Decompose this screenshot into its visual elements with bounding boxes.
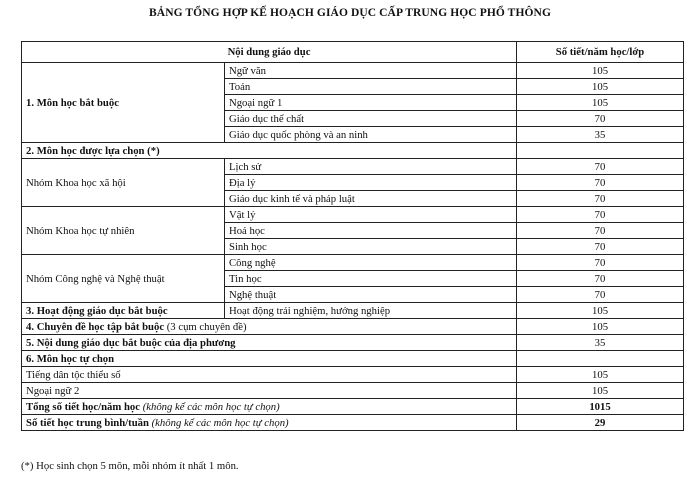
subject-value: 70	[517, 175, 684, 191]
footnote: (*) Học sinh chọn 5 môn, mỗi nhóm ít nhất 1 môn.	[21, 460, 239, 472]
activities-item: Hoạt động trải nghiệm, hướng nghiệp	[225, 303, 517, 319]
table-row	[22, 351, 684, 367]
total-label: Tổng số tiết học/năm học	[26, 400, 141, 413]
table-row	[22, 335, 684, 351]
total-value: 1015	[517, 399, 684, 415]
topics-value: 105	[517, 319, 684, 335]
subject-name: Lịch sử	[225, 159, 517, 175]
table-row	[22, 255, 684, 271]
table-row	[22, 303, 684, 319]
subject-name: Vật lý	[225, 207, 517, 223]
subject-value: 70	[517, 239, 684, 255]
subject-value: 70	[517, 287, 684, 303]
subject-value: 70	[517, 255, 684, 271]
table-row	[22, 399, 684, 415]
header-periods: Số tiết/năm học/lớp	[517, 42, 684, 63]
average-value: 29	[517, 415, 684, 431]
subject-value: 70	[517, 207, 684, 223]
table-row	[22, 63, 684, 79]
activities-label: 3. Hoạt động giáo dục bắt buộc	[22, 303, 225, 319]
total-cell	[22, 399, 517, 415]
table-row	[22, 383, 684, 399]
compulsory-label: 1. Môn học bắt buộc	[22, 63, 225, 143]
subject-value: 70	[517, 271, 684, 287]
table-header	[22, 42, 684, 63]
table-row	[22, 143, 684, 159]
total-note: (không kể các môn học tự chọn)	[142, 400, 280, 413]
table-row	[22, 415, 684, 431]
header-content: Nội dung giáo dục	[22, 42, 517, 63]
subject-name: Sinh học	[225, 239, 517, 255]
table-row	[22, 159, 684, 175]
subject-value: 70	[517, 191, 684, 207]
elective-label: 2. Môn học được lựa chọn (*)	[22, 143, 517, 159]
subject-name: Giáo dục kinh tế và pháp luật	[225, 191, 517, 207]
subject-value: 70	[517, 159, 684, 175]
activities-value: 105	[517, 303, 684, 319]
page-title: BẢNG TỔNG HỢP KẾ HOẠCH GIÁO DỤC CẤP TRUNG HỌC PHỔ THÔNG	[149, 7, 551, 19]
topics-note: (3 cụm chuyên đề)	[166, 320, 247, 333]
group-name: Nhóm Công nghệ và Nghệ thuật	[22, 255, 225, 303]
subject-value: 105	[517, 383, 684, 399]
table-row	[22, 207, 684, 223]
local-label: 5. Nội dung giáo dục bắt buộc của địa phương	[22, 335, 517, 351]
optional-label: 6. Môn học tự chọn	[22, 351, 517, 367]
subject-name: Tin học	[225, 271, 517, 287]
subject-name: Địa lý	[225, 175, 517, 191]
subject-name: Tiếng dân tộc thiểu số	[22, 367, 517, 383]
subject-value: 105	[517, 79, 684, 95]
subject-value: 105	[517, 95, 684, 111]
topics-label: 4. Chuyên đề học tập bắt buộc	[26, 320, 165, 333]
subject-name: Toán	[225, 79, 517, 95]
subject-value: 70	[517, 111, 684, 127]
group-name: Nhóm Khoa học xã hội	[22, 159, 225, 207]
local-value: 35	[517, 335, 684, 351]
average-cell	[22, 415, 517, 431]
subject-name: Hoá học	[225, 223, 517, 239]
subject-name: Ngoại ngữ 1	[225, 95, 517, 111]
subject-name: Công nghệ	[225, 255, 517, 271]
subject-name: Nghệ thuật	[225, 287, 517, 303]
subject-name: Giáo dục thể chất	[225, 111, 517, 127]
subject-value: 70	[517, 223, 684, 239]
average-note: (không kể các môn học tự chọn)	[151, 416, 289, 429]
table-row	[22, 367, 684, 383]
subject-value: 35	[517, 127, 684, 143]
subject-name: Giáo dục quốc phòng và an ninh	[225, 127, 517, 143]
subject-name: Ngoại ngữ 2	[22, 383, 517, 399]
subject-value: 105	[517, 63, 684, 79]
subject-value: 105	[517, 367, 684, 383]
education-plan-table	[21, 41, 684, 431]
topics-cell	[22, 319, 517, 335]
table-row	[22, 319, 684, 335]
empty-cell	[517, 351, 684, 367]
empty-cell	[517, 143, 684, 159]
average-label: Số tiết học trung bình/tuần	[26, 416, 149, 429]
group-name: Nhóm Khoa học tự nhiên	[22, 207, 225, 255]
subject-name: Ngữ văn	[225, 63, 517, 79]
